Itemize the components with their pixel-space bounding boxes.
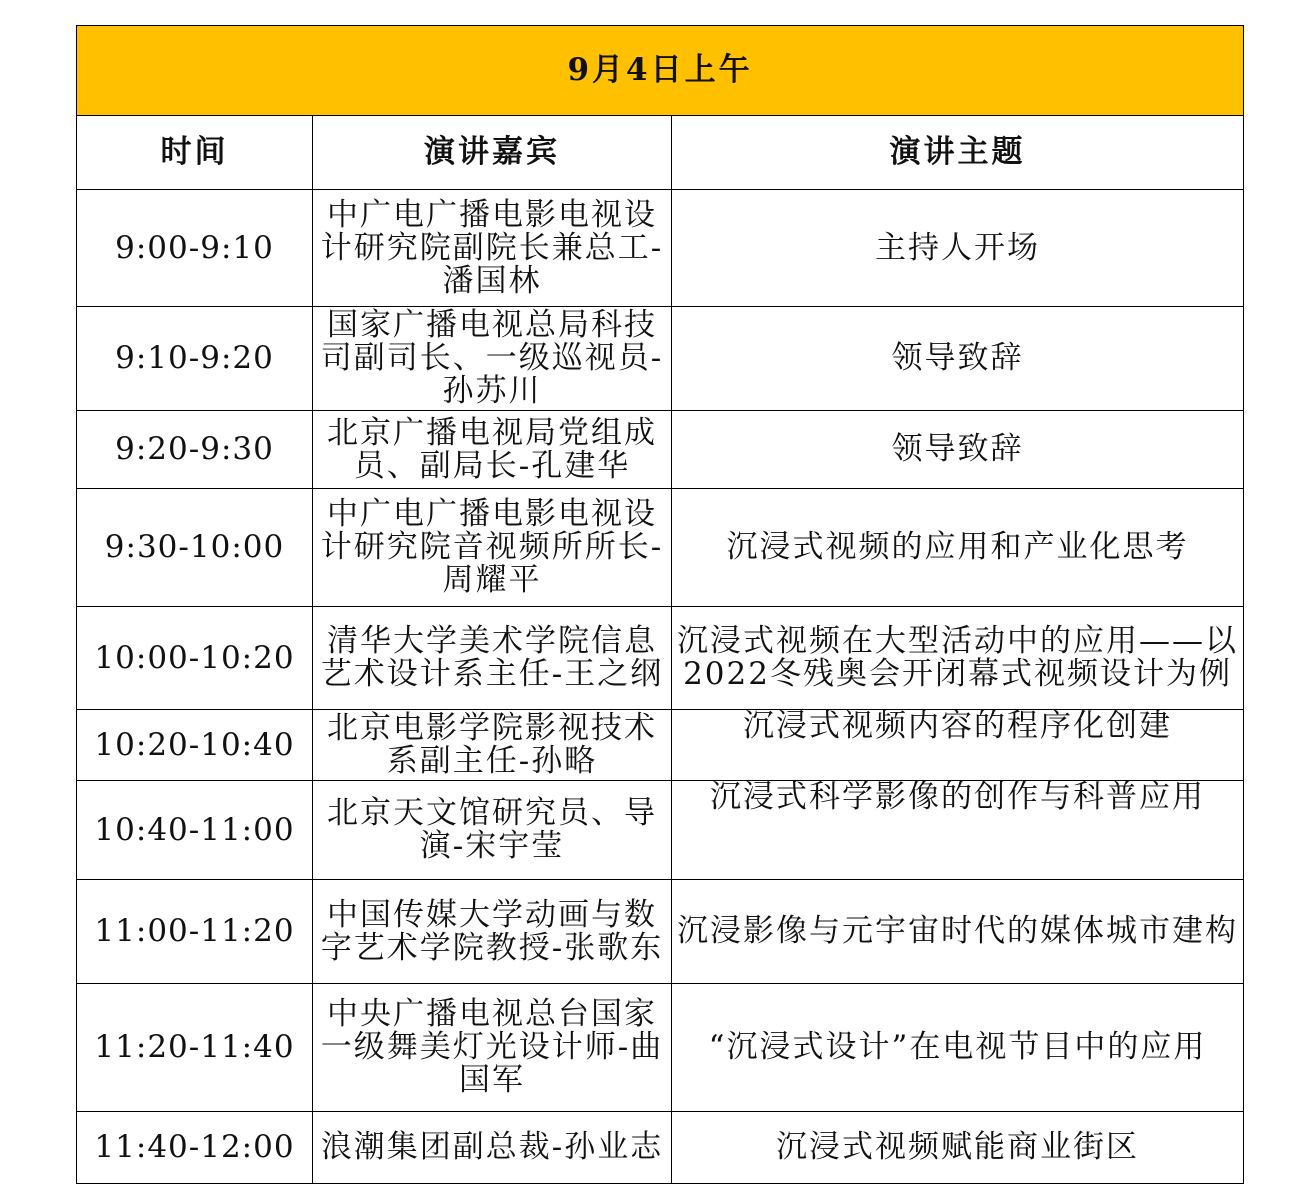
speaker-cell: 中广电广播电影电视设计研究院副院长兼总工-潘国林	[313, 190, 672, 307]
speaker-cell: 北京电影学院影视技术系副主任-孙略	[313, 710, 672, 781]
time-cell: 10:40-11:00	[77, 781, 313, 880]
speaker-cell: 北京天文馆研究员、导演-宋宇莹	[313, 781, 672, 880]
time-cell: 10:00-10:20	[77, 607, 313, 710]
speaker-cell: 中国传媒大学动画与数字艺术学院教授-张歌东	[313, 880, 672, 984]
speaker-cell: 清华大学美术学院信息艺术设计系主任-王之纲	[313, 607, 672, 710]
speaker-cell: 国家广播电视总局科技司副司长、一级巡视员-孙苏川	[313, 307, 672, 411]
table-row	[77, 411, 1244, 489]
topic-cell: 领导致辞	[672, 307, 1244, 411]
time-cell: 9:00-9:10	[77, 190, 313, 307]
topic-cell: 沉浸式视频的应用和产业化思考	[672, 489, 1244, 607]
header-row	[77, 116, 1244, 190]
time-cell: 9:30-10:00	[77, 489, 313, 607]
time-cell: 11:20-11:40	[77, 984, 313, 1112]
time-cell: 9:10-9:20	[77, 307, 313, 411]
title-row	[77, 26, 1244, 116]
speaker-cell: 中央广播电视总台国家一级舞美灯光设计师-曲国军	[313, 984, 672, 1112]
speaker-cell: 中广电广播电影电视设计研究院音视频所所长-周耀平	[313, 489, 672, 607]
speaker-cell: 北京广播电视局党组成员、副局长-孔建华	[313, 411, 672, 489]
table-row	[77, 984, 1244, 1112]
topic-cell: 主持人开场	[672, 190, 1244, 307]
speaker-cell: 浪潮集团副总裁-孙业志	[313, 1112, 672, 1184]
time-cell: 11:40-12:00	[77, 1112, 313, 1184]
column-header-topic: 演讲主题	[672, 116, 1244, 190]
session-title: 9月4日上午	[77, 26, 1244, 116]
agenda-table	[76, 25, 1244, 1184]
time-cell: 11:00-11:20	[77, 880, 313, 984]
table-row	[77, 190, 1244, 307]
time-cell: 9:20-9:30	[77, 411, 313, 489]
table-row	[77, 307, 1244, 411]
table-row	[77, 489, 1244, 607]
topic-cell: 沉浸影像与元宇宙时代的媒体城市建构	[672, 880, 1244, 984]
table-row	[77, 1112, 1244, 1184]
topic-cell: 领导致辞	[672, 411, 1244, 489]
table-row	[77, 710, 1244, 781]
table-row	[77, 607, 1244, 710]
table-row	[77, 880, 1244, 984]
table-row	[77, 781, 1244, 880]
topic-cell: 沉浸式视频赋能商业街区	[672, 1112, 1244, 1184]
column-header-speaker: 演讲嘉宾	[313, 116, 672, 190]
topic-cell: “沉浸式设计”在电视节目中的应用	[672, 984, 1244, 1112]
column-header-time: 时间	[77, 116, 313, 190]
time-cell: 10:20-10:40	[77, 710, 313, 781]
topic-cell: 沉浸式视频在大型活动中的应用——以2022冬残奥会开闭幕式视频设计为例	[672, 607, 1244, 710]
topic-cell: 沉浸式科学影像的创作与科普应用	[672, 781, 1244, 880]
topic-cell: 沉浸式视频内容的程序化创建	[672, 710, 1244, 781]
